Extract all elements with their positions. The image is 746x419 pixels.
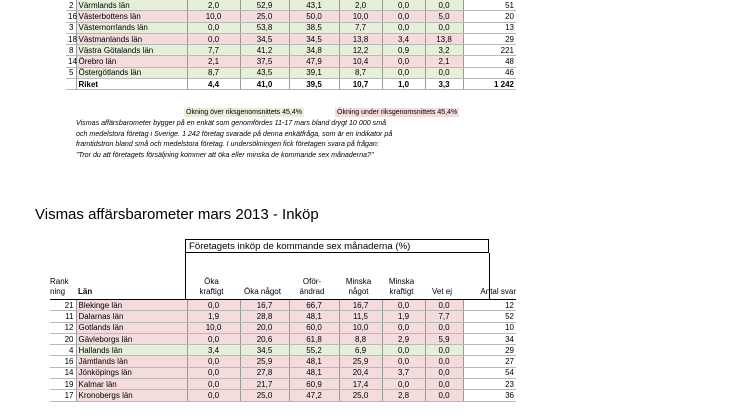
value-cell: 0,0 [425,322,463,333]
table-row [50,367,516,378]
antal-cell: 48 [463,56,516,67]
value-cell: 13,8 [339,33,382,44]
antal-cell: 29 [463,345,516,356]
rank-cell: 20 [50,333,76,344]
table-row [66,0,516,11]
antal-cell: 46 [463,67,516,78]
value-cell: 12,2 [339,45,382,56]
value-cell: 21,7 [240,379,289,390]
value-cell: 47,2 [289,390,339,401]
value-cell: 39,5 [289,79,339,90]
value-cell: 5,0 [425,11,463,22]
antal-cell: 29 [463,33,516,44]
value-cell: 50,0 [289,11,339,22]
description-line: "Tror du att företagets försäljning kommer att öka eller minska de kommande sex månaderna?" [76,150,374,159]
value-cell: 28,8 [240,311,289,322]
value-cell: 60,9 [289,379,339,390]
lan-cell: Dalarnas län [76,311,187,322]
col-header-line1: Minska [345,277,372,286]
value-cell: 5,9 [425,333,463,344]
value-cell: 55,2 [289,345,339,356]
rank-cell: 2 [66,0,76,11]
legend-below-average: Ökning under riksgenomsnittets 45,4% [337,109,458,116]
value-cell: 0,0 [425,345,463,356]
table-row [50,333,516,344]
table-row [50,356,516,367]
value-cell: 0,0 [187,300,240,311]
value-cell: 0,0 [187,22,240,33]
lan-cell: Hallands län [76,345,187,356]
lan-cell: Kalmar län [76,379,187,390]
value-cell: 6,9 [339,345,382,356]
rank-cell: 3 [66,22,76,33]
value-cell: 0,0 [187,333,240,344]
col-header-oka-nagot [238,277,287,297]
survey-description [76,118,516,160]
upper-table [66,0,516,90]
col-header-oka-kraftigt [185,277,238,297]
value-cell: 43,5 [240,67,289,78]
value-cell: 0,0 [187,33,240,44]
rank-cell: 11 [50,311,76,322]
value-cell: 48,1 [289,367,339,378]
col-header-antal-svar: Antal svar [480,287,516,296]
value-cell: 13,8 [425,33,463,44]
value-cell: 52,9 [240,0,289,11]
value-cell: 25,0 [339,390,382,401]
value-cell: 47,9 [289,56,339,67]
value-cell: 43,1 [289,0,339,11]
value-cell: 3,3 [425,79,463,90]
value-cell: 0,9 [382,45,425,56]
value-cell: 0,0 [382,356,425,367]
description-line: och medelstora företag i Sverige. 1 242 företag svarade på denna enkätfråga, som är en indikator på [76,129,393,138]
lan-cell: Örebro län [76,56,187,67]
value-cell: 1,0 [382,79,425,90]
value-cell: 7,7 [339,22,382,33]
lower-table [50,300,516,402]
header-frame-right [489,253,490,299]
value-cell: 66,7 [289,300,339,311]
value-cell: 7,7 [187,45,240,56]
value-cell: 48,1 [289,311,339,322]
table-row [50,379,516,390]
col-header-line1: Minska [388,277,415,286]
value-cell: 0,0 [382,322,425,333]
value-cell: 20,4 [339,367,382,378]
antal-cell: 34 [463,333,516,344]
group-header: Företagets inköp de kommande sex månaderna (%) [185,239,489,253]
value-cell: 0,0 [382,67,425,78]
value-cell: 10,4 [339,56,382,67]
value-cell: 25,9 [240,356,289,367]
value-cell: 0,0 [425,22,463,33]
lan-cell: Västra Götalands län [76,45,187,56]
value-cell: 0,0 [382,56,425,67]
value-cell: 34,8 [289,45,339,56]
table-row [66,56,516,67]
value-cell: 41,0 [240,79,289,90]
rank-header-line1: Rank [50,277,69,286]
value-cell: 53,8 [240,22,289,33]
value-cell: 27,8 [240,367,289,378]
table-row [50,311,516,322]
rank-cell: 18 [68,34,77,44]
table-row [66,33,516,44]
description-line: framtidstron bland små och medelstora företag. I undersökningen fick företagen svara på frågan: [76,140,379,148]
value-cell: 0,0 [382,11,425,22]
rank-cell [66,79,76,90]
value-cell: 10,0 [339,11,382,22]
lan-cell: Jönköpings län [76,367,187,378]
value-cell: 0,0 [382,300,425,311]
antal-cell: 23 [463,379,516,390]
col-header-line2: Vet ej [431,287,452,296]
value-cell: 0,0 [425,67,463,78]
antal-cell: 51 [463,0,516,11]
rank-cell: 12 [50,322,76,333]
header-frame-left [185,253,186,299]
value-cell: 0,0 [425,367,463,378]
total-row [66,79,516,90]
table-row [50,390,516,401]
value-cell: 10,7 [339,79,382,90]
rank-cell: 21 [50,300,76,311]
value-cell: 0,0 [382,379,425,390]
col-header-line1 [238,277,287,287]
value-cell: 0,0 [425,356,463,367]
col-header-line2: något [348,287,369,296]
value-cell: 2,0 [339,0,382,11]
value-cell: 0,0 [187,390,240,401]
col-header-line2: Öka något [244,287,281,296]
rank-header [50,277,80,297]
antal-cell: 54 [463,367,516,378]
value-cell: 48,1 [289,356,339,367]
value-cell: 39,1 [289,67,339,78]
rank-cell: 4 [50,345,76,356]
col-header-vet-ej [423,277,461,297]
value-cell: 11,5 [339,311,382,322]
lan-header: Län [78,287,93,296]
col-header-line2: kraftigt [389,287,414,296]
value-cell: 20,6 [240,333,289,344]
value-cell: 17,4 [339,379,382,390]
table-row [50,345,516,356]
value-cell: 20,0 [240,322,289,333]
value-cell: 10,0 [339,322,382,333]
rank-header-line2: ning [50,287,66,296]
value-cell: 3,4 [187,345,240,356]
value-cell: 0,0 [382,0,425,11]
col-header-line2: kraftigt [199,287,224,296]
antal-cell: 36 [463,390,516,401]
value-cell: 41,2 [240,45,289,56]
value-cell: 2,8 [382,390,425,401]
col-header-line1: Öka [204,277,219,286]
value-cell: 0,0 [382,345,425,356]
value-cell: 0,0 [425,0,463,11]
lan-cell: Västmanlands län [76,33,187,44]
lan-cell: Blekinge län [76,300,187,311]
col-header-oforandrad [287,277,337,297]
antal-cell: 1 242 [463,79,516,90]
value-cell: 16,7 [240,300,289,311]
value-cell: 3,2 [425,45,463,56]
lan-cell: Västernorrlands län [76,22,187,33]
value-cell: 4,4 [187,79,240,90]
value-cell: 0,0 [187,356,240,367]
rank-cell: 14 [50,367,76,378]
rank-cell: 5 [66,67,76,78]
value-cell: 25,0 [240,11,289,22]
value-cell: 25,0 [240,390,289,401]
value-cell: 1,9 [382,311,425,322]
value-cell: 2,1 [425,56,463,67]
antal-cell: 52 [463,311,516,322]
value-cell: 34,5 [240,345,289,356]
section-title: Vismas affärsbarometer mars 2013 - Inköp [35,206,319,223]
value-cell: 0,0 [425,390,463,401]
value-cell: 8,8 [339,333,382,344]
rank-cell: 16 [50,356,76,367]
value-cell: 34,5 [289,33,339,44]
rank-cell: 8 [66,45,76,56]
value-cell: 7,7 [425,311,463,322]
table-row [66,45,516,56]
antal-cell: 221 [463,45,516,56]
value-cell: 37,5 [240,56,289,67]
table-row [66,67,516,78]
lan-cell: Gotlands län [76,322,187,333]
lan-cell: Östergötlands län [76,67,187,78]
lan-cell: Västerbottens län [76,11,187,22]
value-cell: 10,0 [187,322,240,333]
lan-cell: Riket [76,79,187,90]
value-cell: 3,4 [382,33,425,44]
rank-cell: 14 [68,57,77,67]
value-cell: 10,0 [187,11,240,22]
antal-cell: 10 [463,322,516,333]
rank-cell: 16 [68,11,77,21]
antal-cell: 13 [463,22,516,33]
value-cell: 38,5 [289,22,339,33]
value-cell: 0,0 [187,379,240,390]
value-cell: 25,9 [339,356,382,367]
col-header-line1: Oför- [302,277,322,286]
antal-cell: 20 [463,11,516,22]
col-header-line1 [423,277,461,287]
col-header-line2: ändrad [299,287,325,296]
value-cell: 0,0 [425,379,463,390]
lan-cell: Kronobergs län [76,390,187,401]
description-line: Vismas affärsbarometer bygger på en enkät som genomfördes 11-17 mars bland drygt 10 000 små [76,119,387,127]
value-cell: 34,5 [240,33,289,44]
value-cell: 3,7 [382,367,425,378]
lan-cell: Gävleborgs län [76,333,187,344]
table-row [66,11,516,22]
value-cell: 60,0 [289,322,339,333]
antal-cell: 12 [463,300,516,311]
value-cell: 2,1 [187,56,240,67]
col-header-minska-kraftigt [380,277,423,297]
value-cell: 16,7 [339,300,382,311]
value-cell: 0,0 [187,367,240,378]
lan-cell: Jämtlands län [76,356,187,367]
value-cell: 0,0 [425,300,463,311]
value-cell: 2,0 [187,0,240,11]
value-cell: 61,8 [289,333,339,344]
value-cell: 8,7 [187,67,240,78]
lan-cell: Värmlands län [76,0,187,11]
table-row [50,322,516,333]
value-cell: 0,0 [382,22,425,33]
col-header-minska-nagot [337,277,380,297]
rank-cell: 17 [50,390,76,401]
rank-cell: 19 [50,379,76,390]
antal-cell: 27 [463,356,516,367]
value-cell: 2,9 [382,333,425,344]
value-cell: 8,7 [339,67,382,78]
legend-above-average: Ökning över riksgenomsnittets 45,4% [186,109,302,116]
table-row [50,300,516,311]
value-cell: 1,9 [187,311,240,322]
table-row [66,22,516,33]
